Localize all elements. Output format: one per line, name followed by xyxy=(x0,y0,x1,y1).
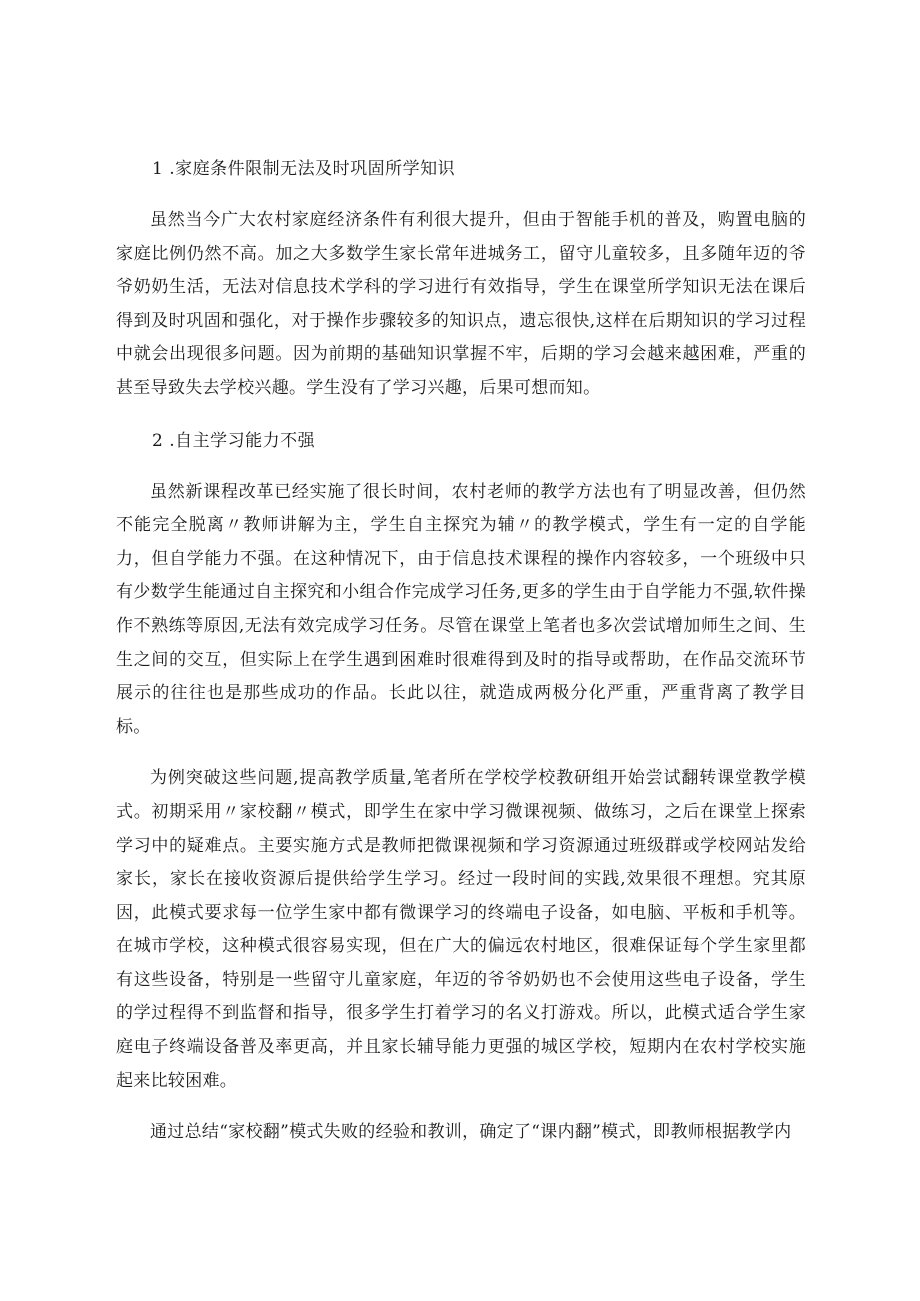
flipped-classroom-paragraph: 为例突破这些问题,提高教学质量,笔者所在学校学校教研组开始尝试翻转课堂教学模式。初期采用〃家校翻〃模式，即学生在家中学习微课视频、做练习，之后在课堂上探索学习中的疑难点。主要实施方式是教师把微课视频和学习资源通过班级群或学校网站发给家长，家长在接收资源后提供给学生学习。经过一段时间的实践,效果很不理想。究其原因，此模式要求每一位学生家中都有微课学习的终端电子设备，如电脑、平板和手机等。在城市学校，这种模式很容易实现，但在广大的偏远农村地区，很难保证每个学生家里都有这些设备，特别是一些留守儿童家庭，年迈的爷爷奶奶也不会使用这些电子设备，学生的学过程得不到监督和指导，很多学生打着学习的名义打游戏。所以，此模式适合学生家庭电子终端设备普及率更高，并且家长辅导能力更强的城区学校，短期内在农村学校实施起来比较困难。 xyxy=(116,768,806,1091)
section-2-heading: 2 .自主学习能力不强 xyxy=(152,430,316,451)
document-body xyxy=(116,152,806,1168)
section-1-heading: 1 .家庭条件限制无法及时巩固所学知识 xyxy=(152,159,456,179)
in-class-flip-paragraph: 通过总结“家校翻”模式失败的经验和教训，确定了“课内翻”模式，即教师根据教学内 xyxy=(150,1122,792,1143)
section-1-paragraph: 虽然当今广大农村家庭经济条件有利很大提升，但由于智能手机的普及，购置电脑的家庭比例仍然不高。加之大多数学生家长常年进城务工，留守儿童较多，且多随年迈的爷爷奶奶生活，无法对信息技术学科的学习进行有效指导，学生在课堂所学知识无法在课后得到及时巩固和强化，对于操作步骤较多的知识点，遗忘很快,这样在后期知识的学习过程中就会出现很多问题。因为前期的基础知识掌握不牢，后期的学习会越来越困难，严重的甚至导致失去学校兴趣。学生没有了学习兴趣，后果可想而知。 xyxy=(116,210,806,398)
section-2-paragraph: 虽然新课程改革已经实施了很长时间，农村老师的教学方法也有了明显改善，但仍然不能完全脱离〃教师讲解为主，学生自主探究为辅〃的教学模式，学生有一定的自学能力，但自学能力不强。在这种情况下，由于信息技术课程的操作内容较多，一个班级中只有少数学生能通过自主探究和小组合作完成学习任务,更多的学生由于自学能力不强,软件操作不熟练等原因,无法有效完成学习任务。尽管在课堂上笔者也多次尝试增加师生之间、生生之间的交互，但实际上在学生遇到困难时很难得到及时的指导或帮助，在作品交流环节展示的往往也是那些成功的作品。长此以往，就造成两极分化严重，严重背离了教学目标。 xyxy=(116,481,806,737)
